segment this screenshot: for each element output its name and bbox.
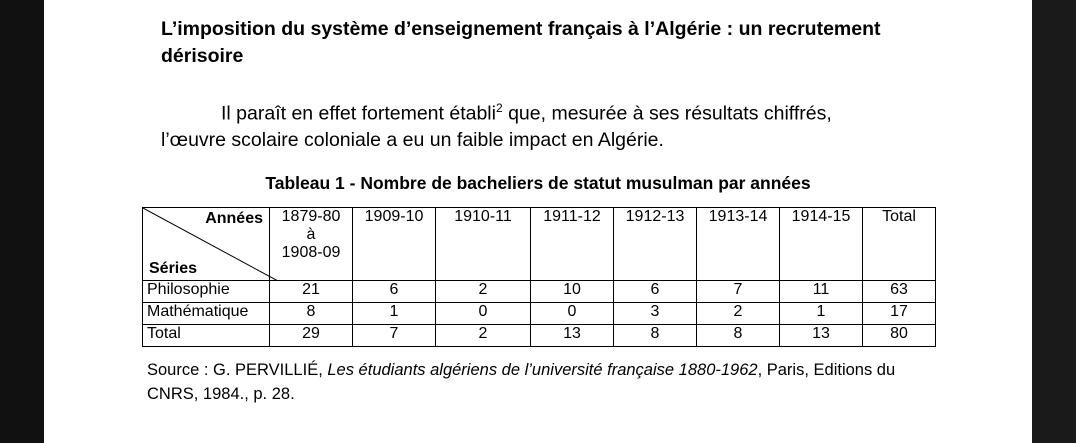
row-label: Total xyxy=(143,325,270,347)
table-cell: 0 xyxy=(531,303,614,325)
table-cell: 6 xyxy=(614,281,697,303)
table-cell: 6 xyxy=(353,281,436,303)
source-prefix: Source : G. PERVILLIÉ, xyxy=(147,361,328,379)
column-header-line: 1879-80 xyxy=(281,208,341,225)
table-cell: 2 xyxy=(436,281,531,303)
table-cell: 13 xyxy=(531,325,614,347)
table-cell: 21 xyxy=(270,281,353,303)
table-cell: 7 xyxy=(353,325,436,347)
column-header: 1913-14 xyxy=(697,208,780,281)
table-row xyxy=(143,303,936,325)
row-label: Mathématique xyxy=(143,303,270,325)
paragraph-line-2: l’œuvre scolaire coloniale a eu un faible impact en Algérie. xyxy=(161,128,664,151)
table-cell: 29 xyxy=(270,325,353,347)
table-cell: 8 xyxy=(270,303,353,325)
column-header: 1909-10 xyxy=(353,208,436,281)
table-cell: 0 xyxy=(436,303,531,325)
column-header: Total xyxy=(863,208,936,281)
column-header: 1910-11 xyxy=(436,208,531,281)
table-cell: 8 xyxy=(697,325,780,347)
row-label: Philosophie xyxy=(143,281,270,303)
table-cell: 2 xyxy=(697,303,780,325)
table-cell: 10 xyxy=(531,281,614,303)
bacheliers-table xyxy=(142,207,936,347)
body-paragraph xyxy=(161,95,971,153)
corner-label-annees: Années xyxy=(205,210,263,227)
column-header-line: 1908-09 xyxy=(281,244,341,261)
table-row xyxy=(143,325,936,347)
paragraph-line-1 xyxy=(161,95,971,127)
document-page xyxy=(44,0,1032,443)
table-cell: 1 xyxy=(353,303,436,325)
table-cell: 63 xyxy=(863,281,936,303)
column-header: 1912-13 xyxy=(614,208,697,281)
section-heading: L’imposition du système d’enseignement français à l’Algérie : un recrutement dérisoire xyxy=(161,18,881,67)
table-caption: Tableau 1 - Nombre de bacheliers de statut musulman par années xyxy=(265,173,811,193)
table-cell: 11 xyxy=(780,281,863,303)
table-cell: 13 xyxy=(780,325,863,347)
source-title: Les étudiants algériens de l’université française 1880-1962 xyxy=(327,361,758,379)
table-cell: 80 xyxy=(863,325,936,347)
footnote-marker[interactable]: 2 xyxy=(495,101,503,115)
column-header: 1911-12 xyxy=(531,208,614,281)
column-header xyxy=(270,208,353,281)
corner-label-series: Séries xyxy=(149,260,198,277)
paragraph-text: que, mesurée à ses résultats chiffrés, xyxy=(502,102,832,125)
table-cell: 2 xyxy=(436,325,531,347)
source-suffix: , Paris, Editions du CNRS, 1984., p. 28. xyxy=(147,361,896,403)
table-cell: 3 xyxy=(614,303,697,325)
corner-header-cell xyxy=(143,208,270,281)
source-citation xyxy=(147,358,937,406)
table-header-row xyxy=(143,208,936,281)
paragraph-text: Il paraît en effet fortement établi xyxy=(221,102,496,125)
column-header: 1914-15 xyxy=(780,208,863,281)
table-cell: 8 xyxy=(614,325,697,347)
table-cell: 1 xyxy=(780,303,863,325)
column-header-line: à xyxy=(306,226,316,243)
table-cell: 7 xyxy=(697,281,780,303)
viewer-right-edge xyxy=(1032,0,1076,443)
table-cell: 17 xyxy=(863,303,936,325)
table-row xyxy=(143,281,936,303)
